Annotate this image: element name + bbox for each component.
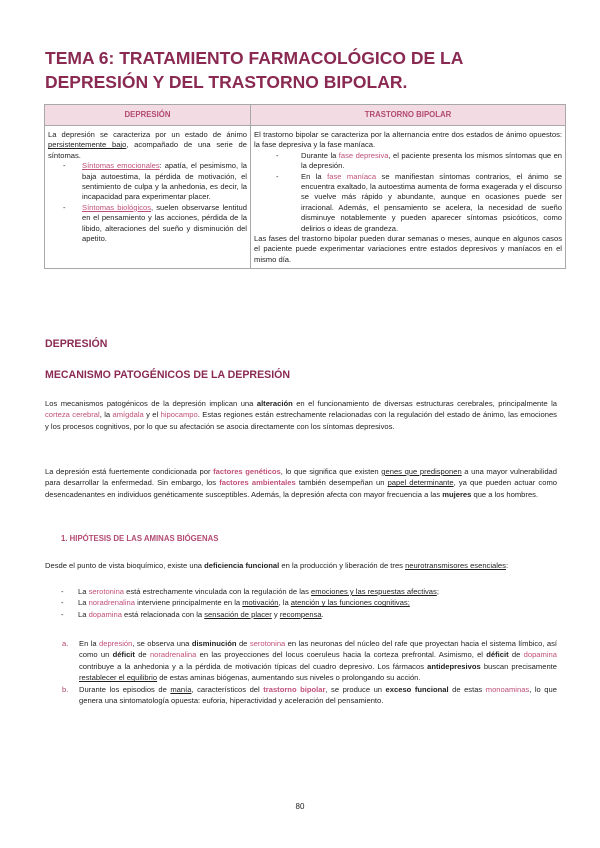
comparison-table <box>44 104 566 269</box>
list-item: - La noradrenalina interviene principalmente en la motivación, la atención y las funciones cognitivas; <box>61 598 410 608</box>
list-item: a. En la depresión, se observa una disminución de serotonina en las neuronas del núcleo del rafe que proyectan hacia el sistema límbico, así como un déficit de noradrenalina en las proyecciones del locus coeruleus hacia la corteza prefrontal. Asimismo, el déficit de dopamina contribuye a la anhedonia y a la pérdida de motivación típicas del cuadro depresivo. Los fármacos antidepresivos buscan precisamente restablecer el equilibrio de estas aminas biógenas, aumentando sus niveles o prolongando su acción. <box>62 639 558 683</box>
list-item: b. Durante los episodios de manía, característicos del trastorno bipolar, se produce un exceso funcional de estas monoaminas, lo que genera una sintomatología opuesta: euforia, hiperactividad y aceleración del pensamiento. <box>62 684 557 706</box>
section-heading-mecanismo: MECANISMO PATOGÉNICOS DE LA DEPRESIÓN <box>45 369 291 381</box>
paragraph-factores: La depresión está fuertemente condicionada por factores genéticos, lo que significa que existen genes que predisponen a una mayor vulnerabilidad para desarrollar la enfermedad. Sin embargo, los factores ambientales también desempeñan un papel determinante, ya que pueden actuar como desencadenantes en individuos genéticamente susceptibles. Además, la depresión afecta con mayor frecuencia a las mujeres que a los hombres. <box>45 467 557 499</box>
table-header-bipolar: TRASTORNO BIPOLAR <box>251 105 566 126</box>
bipolar-intro: El trastorno bipolar se caracteriza por la alternancia entre dos estados de ánimo opuestos: la fase depresiva y la fase maníaca. <box>254 130 562 150</box>
lettered-list <box>45 638 557 706</box>
table-header-depresion: DEPRESIÓN <box>45 105 251 126</box>
paragraph-bioquimico: Desde el punto de vista bioquímico, existe una deficiencia funcional en la producción y liberación de tres neurotransmisores esenciales: <box>45 561 509 570</box>
list-item: - La dopamina está relacionada con la sensación de placer y recompensa. <box>61 609 324 619</box>
page-number: 80 <box>295 802 305 811</box>
page-title: TEMA 6: TRATAMIENTO FARMACOLÓGICO DE LA DEPRESIÓN Y DEL TRASTORNO BIPOLAR. <box>45 48 463 92</box>
table-cell-bipolar <box>251 126 566 269</box>
neurotransmitter-list <box>45 586 557 620</box>
list-item: - Síntomas emocionales: apatía, el pesimismo, la baja autoestima, la pérdida de motivación, el sentimiento de culpa y la anhedonia, es decir, la incapacidad para experimentar placer. <box>63 161 247 202</box>
bipolar-outro: Las fases del trastorno bipolar pueden durar semanas o meses, aunque en algunos casos el paciente puede experimentar variaciones entre estados depresivos y maníacos en el mismo día. <box>254 234 562 264</box>
subsection-heading-aminas: 1. HIPÓTESIS DE LAS AMINAS BIÓGENAS <box>61 534 219 543</box>
section-heading-depresion: DEPRESIÓN <box>45 338 108 350</box>
list-item: - Durante la fase depresiva, el paciente presenta los mismos síntomas que en la depresión. <box>276 150 563 171</box>
table-cell-depresion <box>45 126 251 269</box>
list-item: - Síntomas biológicos, suelen observarse lentitud en el pensamiento y las acciones, pérdida de la libido, alteraciones del sueño y disminución del apetito. <box>63 202 247 244</box>
list-item: - La serotonina está estrechamente vinculada con la regulación de las emociones y las respuestas afectivas; <box>61 587 439 596</box>
list-item: - En la fase maníaca se manifiestan síntomas contrarios, el ánimo se encuentra exaltado, la autoestima aumenta de forma exagerada y el discurso se vuelve más rápido y abundante, aunque en ocasiones puede ser irracional. Además, el pensamiento se acelera, la necesidad de sueño disminuye notablemente y pueden aparecer síntomas psicóticos, como delirios o ideas de grandeza. <box>276 171 562 233</box>
depresion-intro: La depresión se caracteriza por un estado de ánimo persistentemente bajo, acompañado de una serie de síntomas. <box>48 130 248 160</box>
paragraph-mecanismos: Los mecanismos patogénicos de la depresión implican una alteración en el funcionamiento de diversas estructuras cerebrales, principalmente la corteza cerebral, la amígdala y el hipocampo. Estas regiones están estrechamente relacionadas con la regulación del estado de ánimo, las emociones y los procesos cognitivos, por lo que su afectación se asocia directamente con los síntomas depresivos. <box>45 399 557 431</box>
